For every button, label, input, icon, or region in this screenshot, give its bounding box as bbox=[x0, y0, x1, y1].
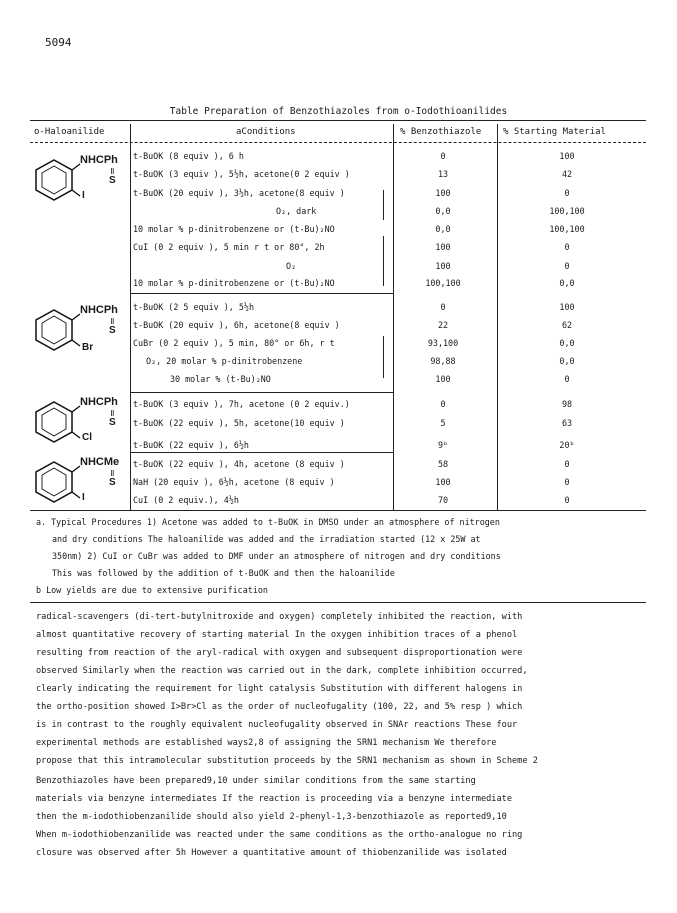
row-benzothiazole: 100 bbox=[435, 188, 451, 198]
halogen-label: I bbox=[82, 492, 85, 503]
row-starting-material: 98 bbox=[561, 399, 573, 409]
row-benzothiazole: 13 bbox=[437, 169, 449, 179]
row-starting-material: 0 bbox=[564, 374, 570, 384]
row-conditions: t-BuOK (8 equiv ), 6 h bbox=[133, 151, 244, 161]
header-conditions: aConditions bbox=[236, 127, 296, 137]
body-line: then the m-iodothiobenzanilide should also yield 2-phenyl-1,3-benzothiazole as reported9,10 bbox=[36, 812, 507, 822]
body-line: When m-iodothiobenzanilide was reacted under the same conditions as the ortho-analogue no ring bbox=[36, 830, 523, 840]
row-benzothiazole: 0 bbox=[440, 151, 446, 161]
halogen-label: I bbox=[82, 190, 85, 201]
body-line: closure was observed after 5h However a quantitative amount of thiobenzanilide was isolated bbox=[36, 848, 507, 858]
body-line: propose that this intramolecular substitution proceeds by the SRN1 mechanism as shown in Scheme 2 bbox=[36, 756, 538, 766]
grouping-brace bbox=[383, 236, 384, 286]
row-benzothiazole: 100 bbox=[435, 477, 451, 487]
row-benzothiazole: 0 bbox=[440, 302, 446, 312]
substituent-group: NHCMe bbox=[80, 456, 120, 468]
row-benzothiazole: 100 bbox=[435, 261, 451, 271]
structure-bromo-thiobenzanilide bbox=[34, 300, 130, 362]
row-starting-material: 100,100 bbox=[549, 224, 585, 234]
row-starting-material: 62 bbox=[561, 320, 573, 330]
page-number: 5094 bbox=[45, 36, 72, 49]
row-benzothiazole: 58 bbox=[437, 459, 449, 469]
row-starting-material: 0 bbox=[564, 242, 570, 252]
row-conditions: t-BuOK (22 equiv ), 4h, acetone (8 equiv ) bbox=[133, 459, 345, 469]
row-conditions: t-BuOK (20 equiv ), 6h, acetone(8 equiv ) bbox=[133, 320, 340, 330]
footnote-rule bbox=[30, 602, 646, 603]
thio-sulfur: S bbox=[109, 325, 116, 336]
row-starting-material: 0 bbox=[564, 188, 570, 198]
row-conditions: CuBr (0 2 equiv ), 5 min, 80° or 6h, r t bbox=[133, 338, 335, 348]
row-conditions: 10 molar % p-dinitrobenzene or (t-Bu)₂NO bbox=[133, 224, 335, 234]
footnote-line: and dry conditions The haloanilide was added and the irradiation started (12 x 25W at bbox=[52, 534, 481, 544]
row-starting-material: 0,0 bbox=[559, 356, 575, 366]
body-line: radical-scavengers (di-tert-butylnitroxide and oxygen) completely inhibited the reaction, with bbox=[36, 612, 523, 622]
structure-chloro-thiobenzanilide bbox=[34, 394, 130, 450]
footnote-line: This was followed by the addition of t-BuOK and then the haloanilide bbox=[52, 568, 395, 578]
row-starting-material: 0 bbox=[564, 495, 570, 505]
row-benzothiazole: 98,88 bbox=[430, 356, 456, 366]
double-bond-mark: ǁ bbox=[110, 469, 115, 478]
footnote-line: b Low yields are due to extensive purification bbox=[36, 585, 268, 595]
body-line: resulting from reaction of the aryl-radical with oxygen and subsequent disproportionation were bbox=[36, 648, 523, 658]
group-rule bbox=[130, 452, 393, 453]
substituent-group: NHCPh bbox=[80, 154, 118, 166]
row-benzothiazole: 0,0 bbox=[435, 206, 451, 216]
row-conditions: CuI (0 2 equiv ), 5 min r t or 80°, 2h bbox=[133, 242, 325, 252]
row-starting-material: 100,100 bbox=[549, 206, 585, 216]
row-starting-material: 0 bbox=[564, 261, 570, 271]
header-haloanilide: o-Haloanilide bbox=[34, 127, 105, 137]
double-bond-mark: ǁ bbox=[110, 409, 115, 418]
body-line: clearly indicating the requirement for light catalysis Substitution with different halogens in bbox=[36, 684, 523, 694]
row-conditions: NaH (20 equiv ), 6½h, acetone (8 equiv ) bbox=[133, 477, 335, 487]
table-caption: Table Preparation of Benzothiazoles from o-Iodothioanilides bbox=[169, 106, 508, 117]
grouping-brace bbox=[383, 190, 384, 220]
body-line: experimental methods are established ways2,8 of assigning the SRN1 mechanism We therefore bbox=[36, 738, 497, 748]
footnote-line: 350nm) 2) CuI or CuBr was added to DMF under an atmosphere of nitrogen and dry conditions bbox=[52, 551, 501, 561]
row-benzothiazole: 100 bbox=[435, 242, 451, 252]
row-conditions: O₂, dark bbox=[276, 206, 317, 216]
row-conditions: 30 molar % (t-Bu)₂NO bbox=[170, 374, 271, 384]
row-benzothiazole: 0,0 bbox=[435, 224, 451, 234]
row-benzothiazole: 100,100 bbox=[425, 278, 461, 288]
body-line: the ortho-position showed I>Br>Cl as the order of nucleofugality (100, 22, and 5% resp ) which bbox=[36, 702, 523, 712]
row-benzothiazole: 70 bbox=[437, 495, 449, 505]
row-benzothiazole: 5 bbox=[440, 418, 446, 428]
substituent-group: NHCPh bbox=[80, 304, 118, 316]
table-bottom-rule bbox=[30, 510, 646, 511]
row-benzothiazole: 0 bbox=[440, 399, 446, 409]
double-bond-mark: ǁ bbox=[110, 167, 115, 176]
thio-sulfur: S bbox=[109, 477, 116, 488]
group-rule bbox=[130, 392, 393, 393]
row-benzothiazole: 100 bbox=[435, 374, 451, 384]
row-conditions: t-BuOK (2 5 equiv ), 5½h bbox=[133, 302, 255, 312]
body-line: materials via benzyne intermediates If the reaction is proceeding via a benzyne intermediate bbox=[36, 794, 512, 804]
row-benzothiazole: 93,100 bbox=[427, 338, 459, 348]
substituent-group: NHCPh bbox=[80, 396, 118, 408]
row-starting-material: 100 bbox=[559, 151, 575, 161]
row-conditions: t-BuOK (20 equiv ), 3½h, acetone(8 equiv ) bbox=[133, 188, 345, 198]
column-divider bbox=[393, 124, 394, 510]
body-line: is in contrast to the roughly equivalent nucleofugality observed in SNAr reactions These four bbox=[36, 720, 518, 730]
halogen-label: Cl bbox=[82, 432, 92, 443]
row-benzothiazole: 22 bbox=[437, 320, 449, 330]
row-conditions: O₂ bbox=[286, 261, 297, 271]
row-conditions: t-BuOK (22 equiv ), 6½h bbox=[133, 440, 249, 450]
row-starting-material: 20ᵇ bbox=[559, 440, 575, 450]
row-conditions: t-BuOK (22 equiv ), 5h, acetone(10 equiv ) bbox=[133, 418, 345, 428]
double-bond-mark: ǁ bbox=[110, 317, 115, 326]
row-starting-material: 42 bbox=[561, 169, 573, 179]
halogen-label: Br bbox=[82, 342, 94, 353]
table-top-rule bbox=[30, 120, 646, 121]
row-conditions: O₂, 20 molar % p-dinitrobenzene bbox=[146, 356, 303, 366]
header-benzothiazole: % Benzothiazole bbox=[400, 127, 482, 137]
row-starting-material: 0 bbox=[564, 459, 570, 469]
row-starting-material: 63 bbox=[561, 418, 573, 428]
row-conditions: CuI (0 2 equiv.), 4½h bbox=[133, 495, 239, 505]
body-line: almost quantitative recovery of starting material In the oxygen inhibition traces of a phenol bbox=[36, 630, 518, 640]
header-starting-material: % Starting Material bbox=[503, 127, 606, 137]
structure-iodo-thioacetanilide bbox=[34, 454, 130, 510]
grouping-brace bbox=[383, 336, 384, 378]
row-starting-material: 0,0 bbox=[559, 278, 575, 288]
row-starting-material: 100 bbox=[559, 302, 575, 312]
column-divider bbox=[497, 124, 498, 510]
row-benzothiazole: 9ᵇ bbox=[437, 440, 449, 450]
body-line: Benzothiazoles have been prepared9,10 under similar conditions from the same starting bbox=[36, 776, 476, 786]
row-starting-material: 0 bbox=[564, 477, 570, 487]
row-conditions: 10 molar % p-dinitrobenzene or (t-Bu)₂NO bbox=[133, 278, 335, 288]
group-rule bbox=[130, 293, 393, 294]
table-header-rule bbox=[30, 142, 646, 143]
body-line: observed Similarly when the reaction was carried out in the dark, complete inhibition occurred, bbox=[36, 666, 528, 676]
thio-sulfur: S bbox=[109, 175, 116, 186]
row-conditions: t-BuOK (3 equiv ), 7h, acetone (0 2 equiv.) bbox=[133, 399, 350, 409]
footnote-line: a. Typical Procedures 1) Acetone was added to t-BuOK in DMSO under an atmosphere of nitrogen bbox=[36, 517, 500, 527]
structure-iodo-thiobenzanilide bbox=[34, 150, 130, 212]
thio-sulfur: S bbox=[109, 417, 116, 428]
row-starting-material: 0,0 bbox=[559, 338, 575, 348]
row-conditions: t-BuOK (3 equiv ), 5½h, acetone(0 2 equiv ) bbox=[133, 169, 350, 179]
